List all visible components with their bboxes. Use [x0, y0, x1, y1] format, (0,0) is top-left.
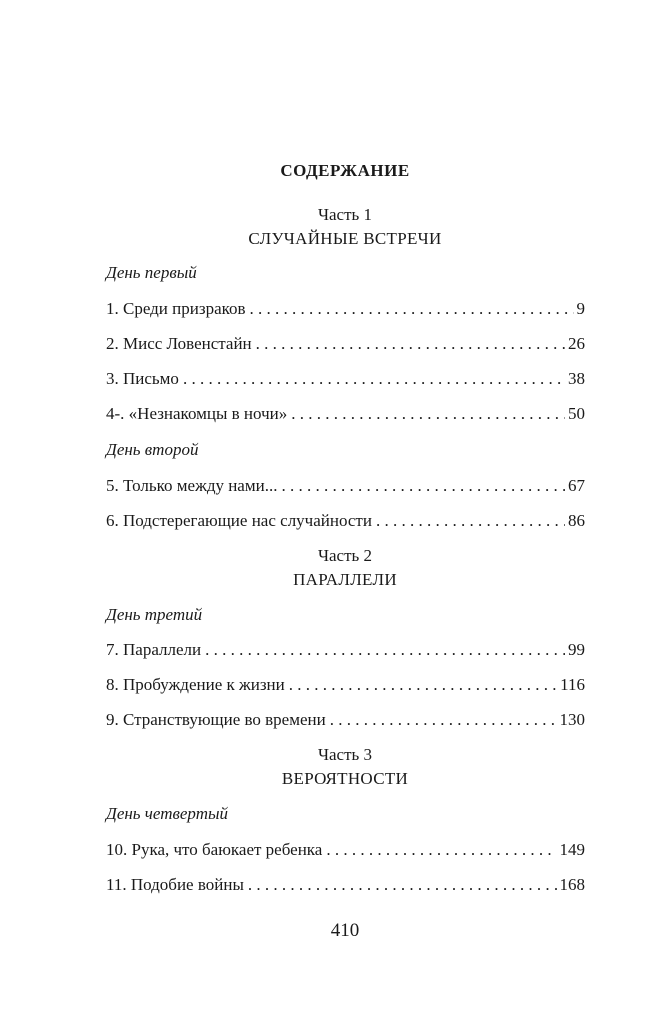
toc-entry-title: 2. Мисс Ловенстайн	[106, 334, 252, 353]
toc-entry[interactable]	[106, 840, 585, 860]
part-label-3: Часть 3	[317, 745, 373, 764]
toc-entry[interactable]	[106, 334, 585, 354]
part-label-2: Часть 2	[317, 546, 373, 565]
toc-entry[interactable]	[106, 299, 585, 319]
toc-entry-page: 168	[559, 875, 585, 894]
day-heading-2: День второй	[106, 440, 199, 459]
toc-entry[interactable]	[106, 640, 585, 660]
toc-entry-title: 5. Только между нами...	[106, 476, 278, 495]
toc-entry[interactable]	[106, 511, 585, 531]
toc-entry-page: 50	[568, 404, 585, 423]
toc-entry-page: 86	[568, 511, 585, 530]
toc-entry-page: 38	[568, 369, 585, 388]
day-heading-3: День третий	[106, 605, 203, 624]
part-title-3: ВЕРОЯТНОСТИ	[281, 769, 409, 788]
toc-entry-title: 7. Параллели	[106, 640, 202, 659]
dot-leader	[281, 476, 565, 496]
toc-entry-page: 149	[559, 840, 585, 859]
dot-leader	[250, 299, 574, 319]
dot-leader	[289, 675, 557, 695]
dot-leader	[205, 640, 565, 660]
toc-entry-page: 99	[568, 640, 585, 659]
page-title: СОДЕРЖАНИЕ	[280, 161, 410, 180]
toc-entry[interactable]	[106, 710, 585, 730]
toc-entry-title: 6. Подстерегающие нас случайности	[106, 511, 372, 530]
part-title-2: ПАРАЛЛЕЛИ	[293, 570, 397, 589]
toc-entry-page: 9	[576, 299, 585, 318]
toc-entry-title: 11. Подобие войны	[106, 875, 244, 894]
toc-entry-title: 8. Пробуждение к жизни	[106, 675, 285, 694]
part-label-1: Часть 1	[317, 205, 373, 224]
toc-entry-page: 130	[559, 710, 585, 729]
dot-leader	[326, 840, 556, 860]
day-heading-1: День первый	[106, 263, 197, 282]
toc-entry[interactable]	[106, 875, 585, 895]
page-number: 410	[330, 920, 360, 941]
toc-entry-title: 10. Рука, что баюкает ребенка	[106, 840, 323, 859]
toc-entry-page: 67	[568, 476, 585, 495]
dot-leader	[183, 369, 565, 389]
toc-entry[interactable]	[106, 369, 585, 389]
day-heading-4: День четвертый	[106, 804, 228, 823]
toc-entry-title: 3. Письмо	[106, 369, 179, 388]
dot-leader	[248, 875, 557, 895]
dot-leader	[256, 334, 565, 354]
dot-leader	[330, 710, 557, 730]
toc-entry[interactable]	[106, 476, 585, 496]
part-title-1: СЛУЧАЙНЫЕ ВСТРЕЧИ	[248, 229, 442, 248]
toc-entry[interactable]	[106, 404, 585, 424]
toc-entry-title: 4-. «Незнакомцы в ночи»	[106, 404, 288, 423]
toc-entry-page: 116	[560, 675, 585, 694]
toc-entry-page: 26	[568, 334, 585, 353]
toc-entry[interactable]	[106, 675, 585, 695]
toc-entry-title: 9. Странствующие во времени	[106, 710, 326, 729]
toc-entry-title: 1. Среди призраков	[106, 299, 246, 318]
dot-leader	[291, 404, 565, 424]
dot-leader	[376, 511, 565, 531]
